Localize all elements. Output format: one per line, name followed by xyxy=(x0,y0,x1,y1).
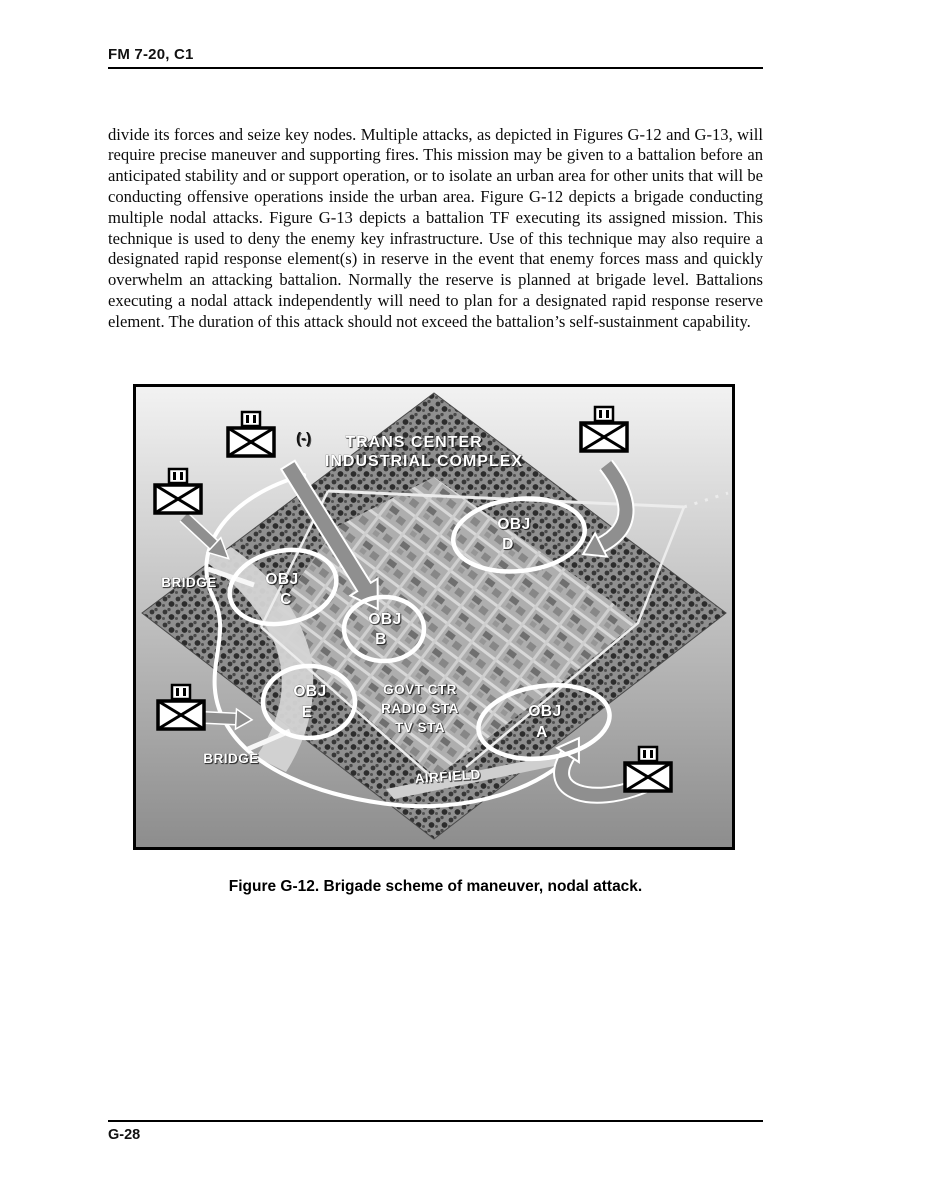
airfield-label: AIRFIELD xyxy=(414,766,482,787)
trans-center-label: TRANS CENTER xyxy=(345,434,483,451)
figure-g12-frame xyxy=(133,384,735,850)
svg-text:D: D xyxy=(502,536,514,553)
page-header xyxy=(108,46,763,69)
radio-sta-label: RADIO STA xyxy=(381,701,459,716)
header-title: FM 7-20, C1 xyxy=(108,46,194,63)
svg-text:E: E xyxy=(301,704,313,721)
svg-text:OBJ: OBJ xyxy=(368,611,402,628)
footer-rule xyxy=(108,1120,763,1122)
svg-text:OBJ: OBJ xyxy=(265,571,299,588)
unit-modifier-label: (-) xyxy=(296,430,311,447)
figure-g12-map xyxy=(136,387,732,847)
svg-text:OBJ: OBJ xyxy=(497,516,531,533)
industrial-complex-label: INDUSTRIAL COMPLEX xyxy=(324,453,524,470)
svg-text:A: A xyxy=(536,724,548,741)
figure-caption: Figure G-12. Brigade scheme of maneuver, nodal attack. xyxy=(228,878,643,895)
svg-text:C: C xyxy=(280,591,292,608)
bridge-upper-label: BRIDGE xyxy=(161,575,217,590)
svg-text:B: B xyxy=(375,631,387,648)
tv-sta-label: TV STA xyxy=(395,720,445,735)
header-rule xyxy=(108,67,763,69)
body-paragraph: divide its forces and seize key nodes. Multiple attacks, as depicted in Figures G-12 and G-13, will require precise maneuver and supporting fires. This mission may be given to a battalion before an anticipated stability and or support operation, or to isolate an urban area for other units that will be conducting offensive operations inside the urban area. Figure G-12 depicts a brigade conducting multiple nodal attacks. Figure G-13 depicts a battalion TF executing its assigned mission. This technique is used to deny the enemy key infrastructure. Use of this technique may also require a designated rapid response element(s) in reserve in the event that enemy forces mass and quickly overwhelm an attacking battalion. Normally the reserve is planned at brigade level. Battalions executing a nodal attack independently will need to plan for a designated rapid response reserve element. The duration of this attack should not exceed the battalion’s self-sustainment capability. xyxy=(108,124,763,331)
bridge-lower-label: BRIDGE xyxy=(203,751,259,766)
svg-text:OBJ: OBJ xyxy=(528,703,562,720)
govt-ctr-label: GOVT CTR xyxy=(383,682,457,697)
footer-page-number: G-28 xyxy=(108,1127,141,1143)
svg-text:OBJ: OBJ xyxy=(293,683,327,700)
